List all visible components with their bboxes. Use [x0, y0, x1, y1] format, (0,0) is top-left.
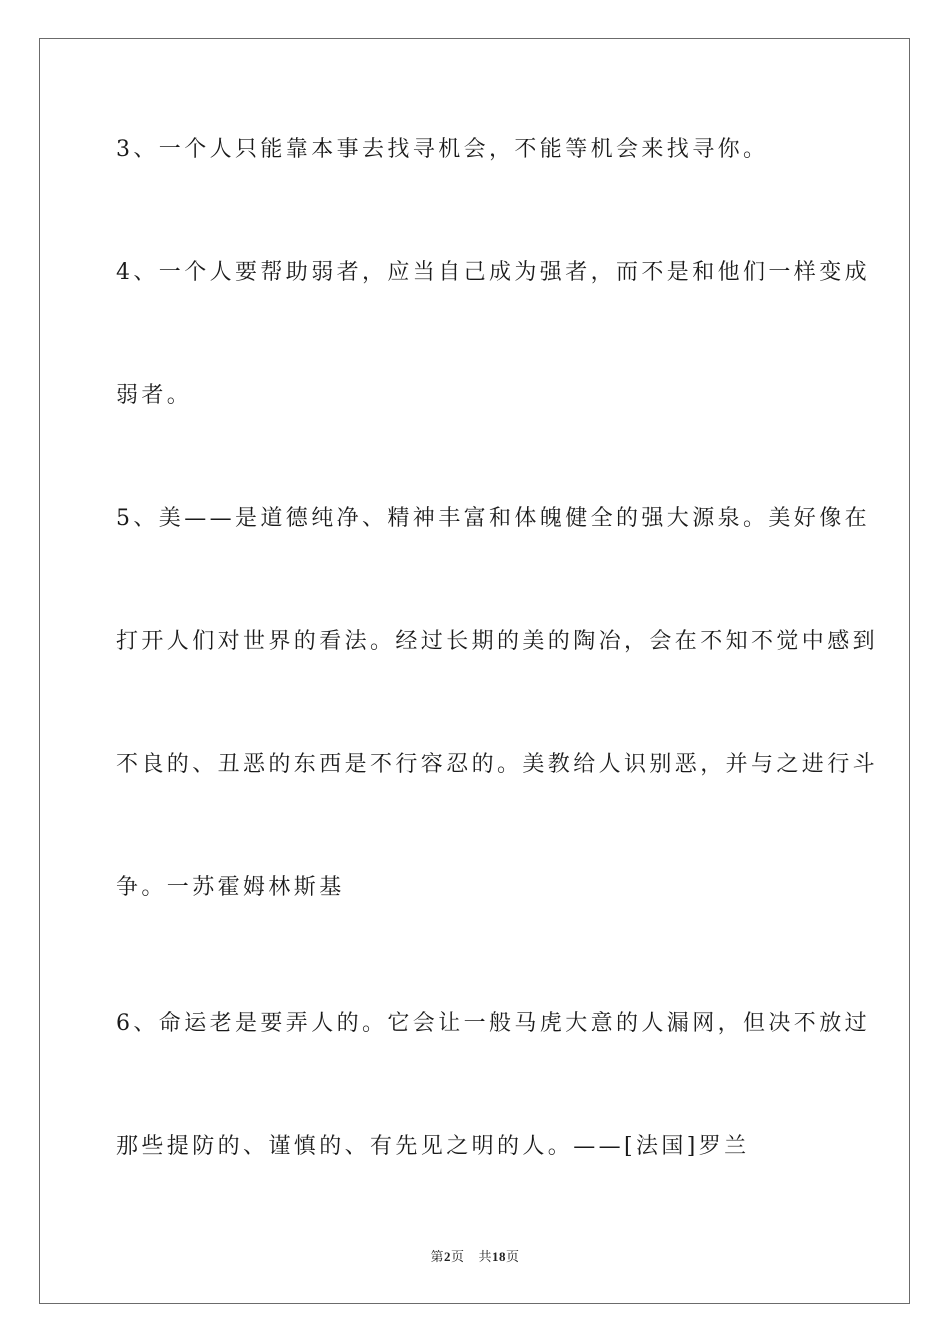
- text-line-4: 5、美——是道德纯净、精神丰富和体魄健全的强大源泉。美好像在: [116, 506, 870, 531]
- text-line-5: 打开人们对世界的看法。经过长期的美的陶冶，会在不知不觉中感到: [116, 629, 879, 654]
- text-line-8: 6、命运老是要弄人的。它会让一般马虎大意的人漏网，但决不放过: [116, 1011, 870, 1036]
- page-footer: [0, 1246, 950, 1265]
- page-border: [39, 38, 910, 1304]
- text-line-2: 4、一个人要帮助弱者，应当自己成为强者，而不是和他们一样变成: [116, 260, 870, 285]
- page-suffix: 页: [450, 1249, 465, 1264]
- page-number: 2: [443, 1249, 451, 1264]
- text-line-9: 那些提防的、谨慎的、有先见之明的人。——[法国]罗兰: [116, 1134, 750, 1159]
- text-line-7: 争。一苏霍姆林斯基: [116, 875, 345, 900]
- total-prefix: 共: [478, 1249, 493, 1264]
- total-pages: 18: [492, 1249, 507, 1264]
- text-line-1: 3、一个人只能靠本事去找寻机会，不能等机会来找寻你。: [116, 137, 769, 162]
- text-line-6: 不良的、丑恶的东西是不行容忍的。美教给人识别恶，并与之进行斗: [116, 752, 879, 777]
- page-prefix: 第: [430, 1249, 444, 1264]
- text-line-3: 弱者。: [116, 383, 193, 408]
- total-suffix: 页: [506, 1249, 520, 1264]
